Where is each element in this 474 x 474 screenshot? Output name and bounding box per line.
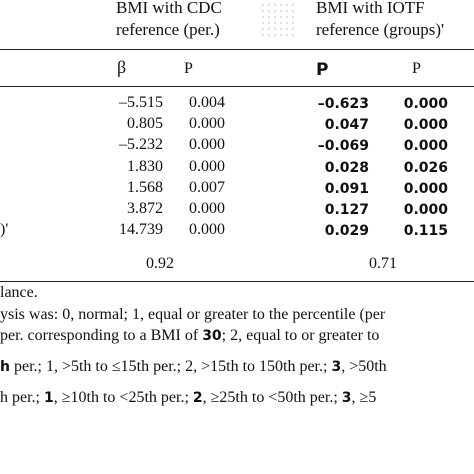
cdc-p-header: P bbox=[184, 60, 193, 77]
cdc-p-cell: 0.000 bbox=[189, 200, 225, 217]
iotf-beta-cell: –0.623 bbox=[317, 96, 369, 112]
cdc-header-line1: BMI with CDC bbox=[116, 0, 222, 17]
iotf-p-header: P bbox=[412, 60, 421, 77]
iotf-p-cell: 0.000 bbox=[403, 180, 448, 197]
row-label: )' bbox=[0, 221, 9, 239]
cdc-beta-cell: 0.805 bbox=[127, 115, 163, 133]
cdc-p-cell: 0.000 bbox=[189, 157, 225, 175]
cdc-beta-cell: 14.739 bbox=[119, 221, 163, 239]
footnote-fragment: 2 bbox=[192, 390, 203, 406]
iotf-header-line1: BMI with IOTF bbox=[316, 0, 425, 17]
footnote-fragment: , ≥25th to <50th per.; bbox=[202, 389, 342, 406]
iotf-p-cell: 0.026 bbox=[403, 159, 448, 176]
footnote-fragment: , ≥5 bbox=[351, 389, 377, 406]
footnote-line bbox=[0, 327, 379, 345]
iotf-beta-cell: 0.028 bbox=[324, 159, 369, 176]
iotf-p-cell: 0.000 bbox=[403, 117, 448, 134]
footnote-fragment: h per.; bbox=[0, 389, 44, 406]
iotf-p-cell: 0.000 bbox=[403, 96, 448, 112]
iotf-p-cell: 0.000 bbox=[403, 138, 448, 155]
footnote-fragment: , ≥10th to <25th per.; bbox=[53, 389, 193, 406]
iotf-beta-cell: 0.091 bbox=[324, 180, 369, 197]
footnote-fragment: h bbox=[0, 359, 10, 375]
footnote-fragment: ; 2, equal to or greater to bbox=[221, 327, 380, 344]
iotf-header-line2: reference (groups)' bbox=[316, 20, 445, 39]
cdc-beta-cell: –5.232 bbox=[119, 136, 163, 154]
footnote-fragment: 3 bbox=[331, 359, 342, 375]
iotf-beta-cell: 0.029 bbox=[324, 223, 369, 240]
iotf-beta-cell: 0.127 bbox=[324, 202, 369, 218]
footnote-fragment: per.; 1, >5th to ≤15th per.; 2, >15th to 150th per.; bbox=[9, 358, 332, 375]
footnote-fragment: ysis was: 0, normal; 1, equal or greater to the percentile (per bbox=[0, 306, 386, 323]
footnote-line bbox=[0, 284, 38, 302]
footnote-fragment: 30 bbox=[202, 328, 222, 344]
iotf-p-cell: 0.000 bbox=[403, 202, 448, 218]
cdc-p-cell: 0.000 bbox=[189, 136, 225, 154]
footnote-line bbox=[0, 306, 385, 324]
footnote-fragment: lance. bbox=[0, 284, 38, 301]
footnote-fragment: per. corresponding to a BMI of bbox=[0, 327, 203, 344]
footnote-line bbox=[0, 389, 376, 407]
table-bottom-rule bbox=[0, 281, 474, 282]
scan-speckle bbox=[260, 2, 298, 40]
cdc-p-cell: 0.004 bbox=[189, 94, 225, 111]
cdc-p-cell: 0.007 bbox=[189, 178, 225, 196]
cdc-beta-cell: 1.568 bbox=[127, 178, 163, 196]
cdc-p-cell: 0.000 bbox=[189, 115, 225, 133]
header-rule bbox=[0, 49, 474, 50]
footnote-fragment: , >50th bbox=[341, 358, 387, 375]
cdc-header-line2: reference (per.) bbox=[116, 20, 220, 39]
iotf-beta-cell: –0.069 bbox=[317, 138, 369, 155]
iotf-beta-cell: 0.047 bbox=[324, 117, 369, 134]
cdc-beta-cell: 3.872 bbox=[127, 200, 163, 217]
footnote-fragment: 1 bbox=[44, 390, 54, 406]
subheader-rule bbox=[0, 86, 474, 87]
iotf-r2-value: 0.71 bbox=[369, 255, 397, 272]
footnote-fragment: 3 bbox=[341, 390, 352, 406]
cdc-r2-value: 0.92 bbox=[146, 255, 174, 272]
iotf-beta-header: P bbox=[316, 60, 329, 80]
cdc-beta-header: β bbox=[117, 57, 127, 77]
cdc-beta-cell: –5.515 bbox=[119, 94, 163, 111]
cdc-p-cell: 0.000 bbox=[189, 221, 225, 239]
cdc-beta-cell: 1.830 bbox=[127, 157, 163, 175]
iotf-p-cell: 0.115 bbox=[403, 223, 448, 240]
footnote-line bbox=[0, 358, 387, 376]
